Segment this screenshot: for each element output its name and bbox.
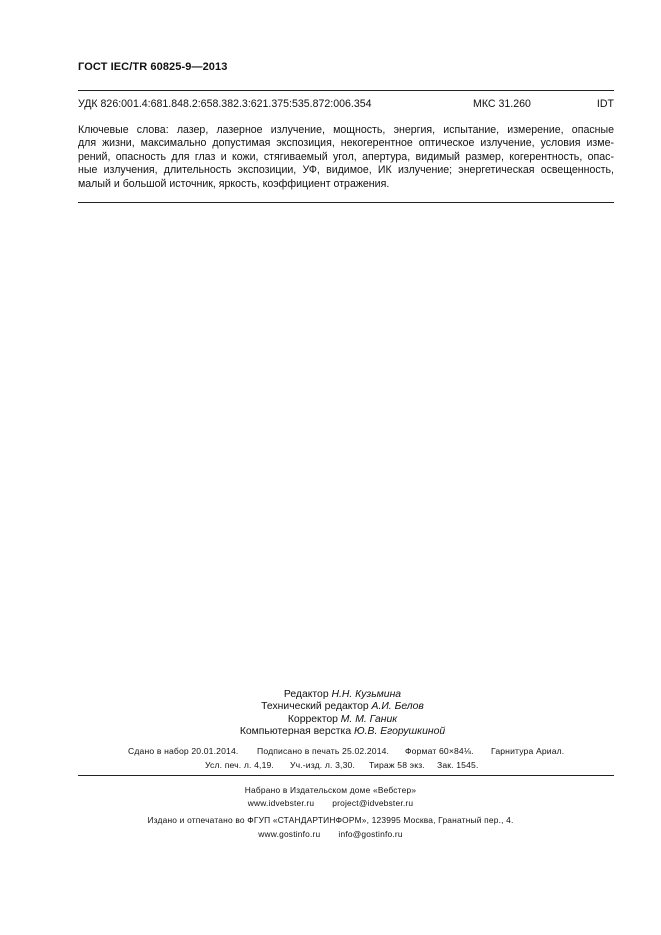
- print-sheets: Усл. печ. л. 4,19.: [205, 760, 274, 770]
- credit-layout: [200, 726, 485, 738]
- keywords-block: [78, 124, 614, 191]
- credit-role: Редактор: [283, 689, 329, 700]
- mks-code: МКС 31.260: [473, 98, 531, 110]
- edit-sheets: Уч.-изд. л. 3,30.: [290, 760, 355, 770]
- order-number: Зак. 1545.: [437, 760, 479, 770]
- printed-contacts: [0, 829, 661, 839]
- credit-person: Ю.В. Егорушкиной: [354, 725, 446, 737]
- typeset-email-link[interactable]: project@idvebster.ru: [332, 798, 414, 808]
- classification-row: [78, 98, 614, 112]
- credit-tech-editor: [200, 701, 485, 713]
- imprint-rule: [78, 775, 614, 776]
- keywords-line: малый и большой источник, яркость, коэффициент отражения.: [78, 177, 390, 190]
- typeset-by: Набрано в Издательском доме «Вебстер»: [244, 785, 417, 795]
- credit-person: Н.Н. Кузьмина: [331, 689, 402, 700]
- credit-proofreader: [200, 714, 485, 726]
- keywords-line: для жизни, максимально допустимая экспозиция, некогерентное оптическое излучение, условия изме-: [78, 137, 614, 150]
- submitted-date: Сдано в набор 20.01.2014.: [128, 746, 239, 756]
- credit-editor: [200, 689, 485, 701]
- credit-role: Компьютерная верстка: [239, 725, 352, 737]
- credit-role: Корректор: [287, 713, 338, 725]
- keywords-line: ные излучения, длительность экспозиции, УФ, видимое, ИК излучение; энергетическая освещенность,: [78, 164, 614, 177]
- keywords-line: Ключевые слова: лазер, лазерное излучение, мощность, энергия, испытание, измерение, опасные: [78, 124, 614, 136]
- credits-block: [200, 689, 485, 738]
- credit-role: Технический редактор: [261, 701, 369, 713]
- printed-by: Издано и отпечатано во ФГУП «СТАНДАРТИНФОРМ», 123995 Москва, Гранатный пер., 4.: [147, 815, 514, 825]
- idt-label: IDT: [596, 98, 614, 110]
- paper-format: Формат 60×84⅛.: [405, 746, 474, 756]
- printed-email-link[interactable]: info@gostinfo.ru: [338, 829, 403, 839]
- keywords-line: рений, опасность для глаз и кожи, стягиваемый угол, апертура, видимый размер, когерентность, опас-: [78, 150, 614, 163]
- credit-person: А.И. Белов: [371, 701, 424, 713]
- signed-date: Подписано в печать 25.02.2014.: [257, 746, 390, 756]
- credit-person: М. М. Ганик: [340, 713, 398, 725]
- typeset-site-link[interactable]: www.idvebster.ru: [247, 798, 315, 808]
- typeface-info: Гарнитура Ариал.: [491, 746, 565, 756]
- typeset-contacts: [0, 798, 661, 808]
- print-run: Тираж 58 экз.: [369, 760, 425, 770]
- top-rule: [78, 90, 614, 91]
- keywords-rule: [78, 202, 614, 203]
- printed-site-link[interactable]: www.gostinfo.ru: [258, 829, 321, 839]
- udk-code: УДК 826:001.4:681.848.2:658.382.3:621.375:535.872:006.354: [78, 98, 372, 110]
- document-code: ГОСТ IEC/TR 60825-9—2013: [78, 61, 228, 73]
